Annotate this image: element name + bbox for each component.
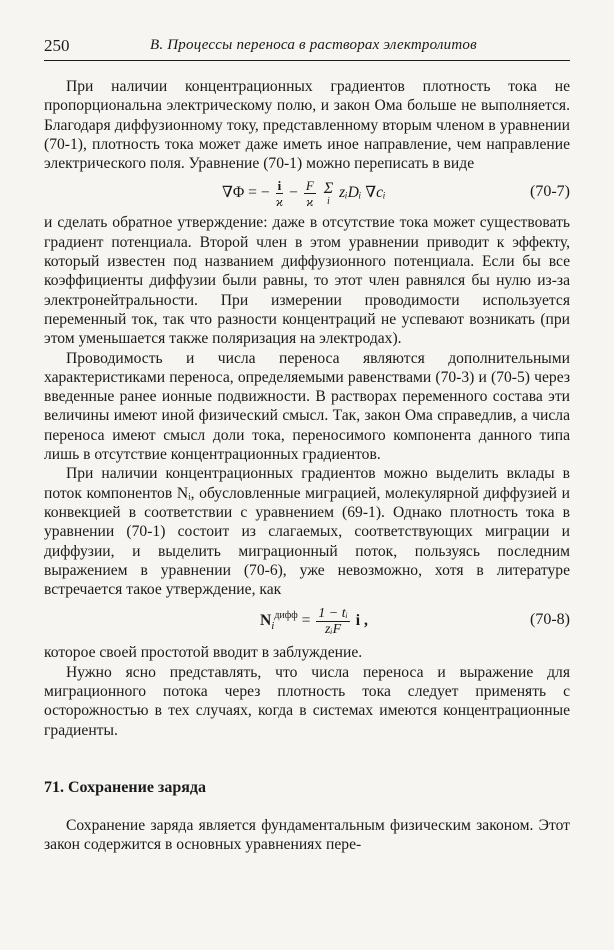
paragraph-4: При наличии концентрационных градиентов можно выделить вклады в поток компонентов Nᵢ, обусловленные миграцией, молекулярной диффузией и конвекцией в соответствии с уравнением (69-1). Однако плотность тока в уравнении (70-1) состоит из слагаемых, соответствующих миграции и диффузии, и выделить миграционный поток, пользуясь последним выражением в уравнении (70-6), уже невозможно, хотя в литературе встречается такое утверждение, как [44,465,570,599]
running-head: В. Процессы переноса в растворах электролитов [150,37,477,53]
eq2-lhs-main: N [260,612,272,630]
book-page [44,34,570,855]
eq2-lhs-sub: i [271,620,275,633]
section-heading: 71. Сохранение заряда [44,778,206,796]
eq2-rhs: i , [355,612,368,630]
eq1-sum-sign: Σ [323,180,334,198]
eq2-frac-numerator: 1 − tᵢ [318,606,348,622]
eq2-fraction [316,606,350,637]
eq2-lhs-sup: дифф [274,610,298,622]
equation-number-70-8: (70-8) [530,611,570,629]
eq1-frac2-denominator: ϰ [306,194,314,210]
equation-70-7-expression [222,173,386,213]
eq1-fraction-1 [276,178,284,209]
equation-70-7 [44,173,570,213]
eq1-frac1-numerator: i [277,178,282,194]
paragraph-1: При наличии концентрационных градиентов плотность тока не пропорциональна электрическому полю, и закон Ома больше не выполняется. Благодаря диффузионному току, представленному вторым членом в уравнении (70-1), плотность тока может даже иметь иное направление, чем направление электрического поля. Уравнение (70-1) можно переписать в виде [44,78,570,173]
eq1-lhs: ∇Φ = − [222,184,270,202]
equation-70-8-expression [260,599,368,643]
eq1-sum-index: i [327,196,330,208]
paragraph-2: и сделать обратное утверждение: даже в отсутствие тока может существовать градиент потенциала. Второй член в этом уравнении приводит к эффекту, который известен под названием диффузионного потенциала. Если бы все коэффициенты диффузии были равны, то этот член равнялся бы нулю из-за электронейтральности. При измерении проводимости используется переменный ток, так что разности концентраций не успевают возникать (при этом уменьшается также поляризация на электродах). [44,214,570,348]
eq1-frac1-denominator: ϰ [275,194,284,210]
eq1-term: zᵢDᵢ ∇cᵢ [339,184,386,202]
eq1-sum [324,180,334,207]
page-number: 250 [44,36,70,55]
paragraph-6: Нужно ясно представлять, что числа переноса и выражение для миграционного потока через плотность тока следует применять с осторожностью в тех случаях, когда в системах имеются концентрационные градиенты. [44,663,570,739]
paragraph-3: Проводимость и числа переноса являются дополнительными характеристиками переноса, определяемыми равенствами (70-3) и (70-5) через введенные ранее ионные подвижности. В растворах переменного состава эти величины имеют иной физический смысл. Так, закон Ома справедлив, а числа переноса имеют смысл доли тока, переносимого компонента данного типа лишь в отсутствие концентрационных градиентов. [44,349,570,464]
equation-70-8 [44,599,570,643]
eq1-minus: − [289,184,298,202]
eq2-frac-denominator: zᵢF [324,622,342,638]
eq1-frac2-numerator: F [305,178,314,194]
paragraph-5: которое своей простотой вводит в заблуждение. [44,644,363,662]
equation-number-70-7: (70-7) [530,183,570,201]
eq2-equals: = [301,612,311,630]
paragraph-7: Сохранение заряда является фундаментальным физическим законом. Этот закон содержится в основных уравнениях пере- [44,816,570,854]
page-header [44,34,570,61]
eq1-fraction-2 [304,178,316,209]
